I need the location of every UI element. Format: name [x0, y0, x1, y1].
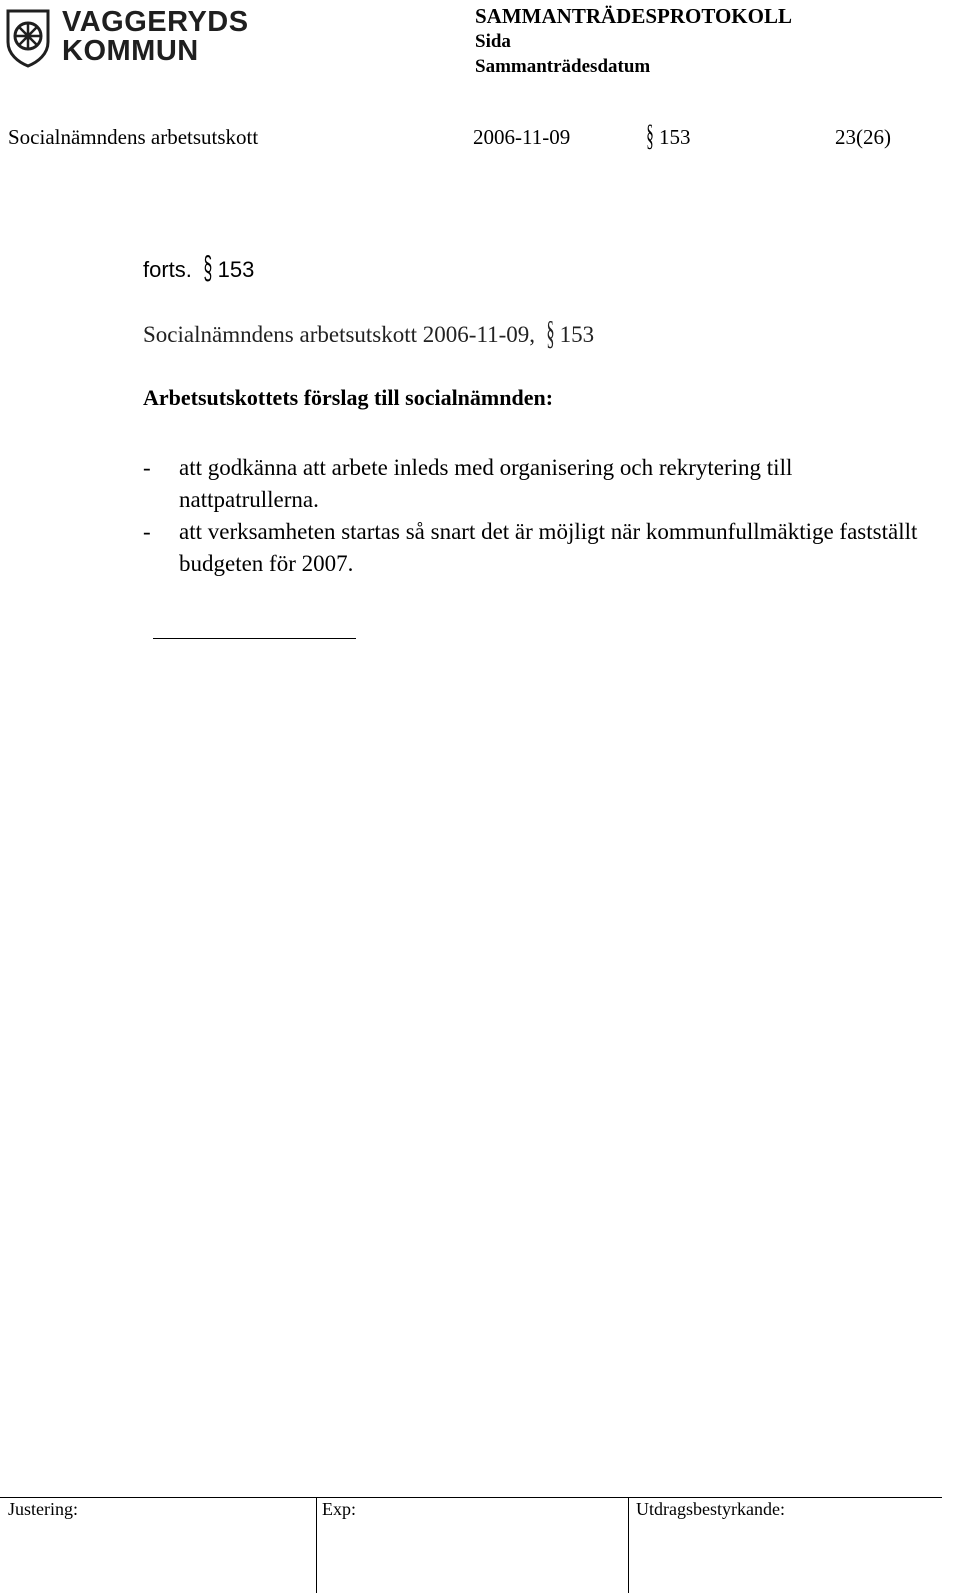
- page-number: 23(26): [835, 125, 891, 149]
- meeting-date: 2006-11-09: [473, 125, 571, 149]
- section-symbol: §: [203, 250, 213, 287]
- continuation-label: forts.: [143, 257, 192, 282]
- protocol-title: SAMMANTRÄDESPROTOKOLL: [475, 4, 792, 28]
- page-label: Sida: [475, 31, 511, 52]
- meeting-date-label: Sammanträdesdatum: [475, 56, 651, 77]
- logo-line-2: KOMMUN: [62, 35, 199, 67]
- section-end-divider: [153, 638, 356, 639]
- continuation-heading: [143, 250, 255, 287]
- footer-column-divider: [628, 1497, 629, 1593]
- section-symbol: §: [646, 119, 654, 154]
- committee-name: Socialnämndens arbetsutskott: [8, 125, 259, 149]
- reference-prefix: Socialnämndens arbetsutskott 2006-11-09,: [143, 322, 535, 347]
- logo-line-1: VAGGERYDS: [62, 6, 249, 38]
- list-item: [143, 516, 933, 580]
- section-number: 153: [658, 125, 691, 149]
- footer-justering-label: Justering:: [8, 1499, 78, 1519]
- proposal-list: [143, 452, 933, 580]
- section-symbol: §: [546, 314, 555, 352]
- continuation-section-number: 153: [217, 257, 255, 282]
- list-item-text: att godkänna att arbete inleds med organisering och rekrytering till nattpatrullerna.: [179, 455, 793, 512]
- municipal-shield-emblem-icon: [4, 8, 52, 68]
- footer-exp-label: Exp:: [322, 1499, 356, 1519]
- municipality-logo-text: [62, 8, 249, 66]
- footer-utdrag-label: Utdragsbestyrkande:: [636, 1499, 785, 1519]
- reference-section-number: 153: [559, 322, 595, 347]
- list-item: [143, 452, 933, 516]
- reference-line: [143, 314, 595, 352]
- proposal-heading: Arbetsutskottets förslag till socialnämnden:: [143, 385, 554, 410]
- list-dash: -: [143, 455, 151, 480]
- footer-column-divider: [316, 1497, 317, 1593]
- footer-divider: [0, 1497, 942, 1498]
- list-item-text: att verksamheten startas så snart det är möjligt när kommunfullmäktige fastställt budgeten för 2007.: [179, 519, 918, 576]
- list-dash: -: [143, 519, 151, 544]
- section-reference: [641, 119, 691, 154]
